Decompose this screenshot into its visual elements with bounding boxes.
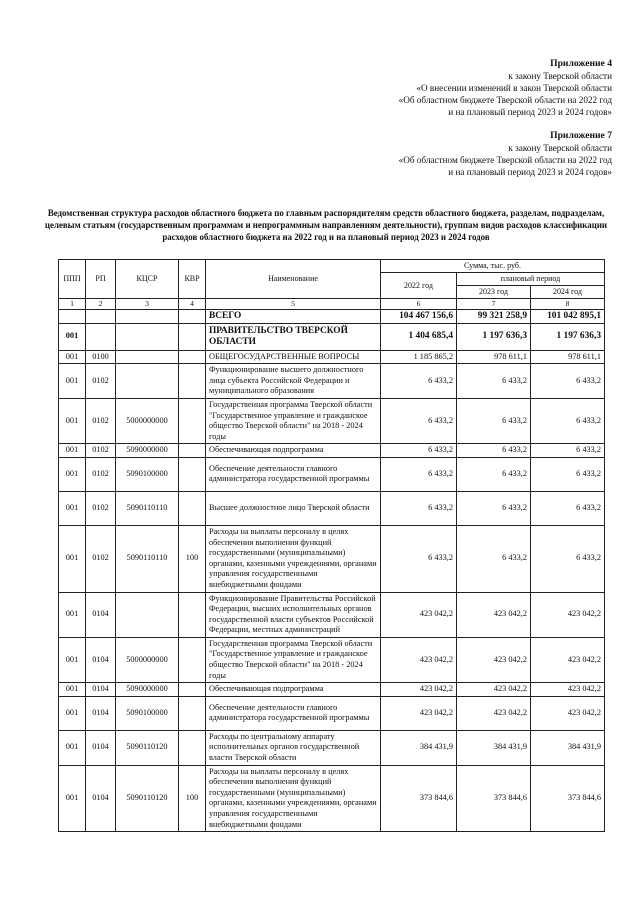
cell-ppp: 001 [59,398,86,443]
col-number: 2 [86,299,116,310]
table-row [59,696,605,730]
cell-2024: 101 042 895,1 [531,310,605,324]
table-row [59,592,605,637]
cell-2022: 6 433,2 [381,525,457,592]
cell-kcsr [116,310,179,324]
cell-name: Функционирование высшего должностного лица субъекта Российской Федерации и муниципального образования [206,364,381,399]
cell-kvr [179,323,206,350]
cell-2022: 6 433,2 [381,491,457,525]
col-number: 6 [381,299,457,310]
document-title: Ведомственная структура расходов областного бюджета по главным распорядителям средств областного бюджета, разделам, подразделам, целевым статьям (государственным программам и непрограммным направлениям деятельности), группам видов расходов классификации расходов областного бюджета на 2022 год и на плановый период 2023 и 2024 годов [44,208,608,242]
cell-ppp: 001 [59,637,86,682]
cell-kvr [179,350,206,364]
cell-kcsr: 5090000000 [116,444,179,458]
appendix-4-title: Приложение 4 [550,58,612,69]
table-row [59,364,605,399]
table-row [59,525,605,592]
cell-rp: 0104 [86,683,116,697]
cell-2024: 384 431,9 [531,730,605,765]
cell-2023: 423 042,2 [457,592,531,637]
cell-kcsr [116,323,179,350]
cell-2023: 384 431,9 [457,730,531,765]
cell-kcsr: 5090110120 [116,765,179,832]
col-number: 7 [457,299,531,310]
cell-kvr [179,637,206,682]
cell-name: Обеспечение деятельности главного администратора государственной программы [206,457,381,491]
cell-rp: 0104 [86,696,116,730]
cell-ppp [59,310,86,324]
cell-ppp: 001 [59,592,86,637]
expenditure-table [58,259,605,832]
cell-ppp: 001 [59,765,86,832]
appendix-7-line: «Об областном бюджете Тверской области на 2022 год [398,155,612,165]
cell-kcsr: 5000000000 [116,398,179,443]
col-number: 8 [531,299,605,310]
table-row [59,730,605,765]
cell-2023: 978 611,1 [457,350,531,364]
cell-kcsr: 5090110110 [116,491,179,525]
cell-ppp: 001 [59,350,86,364]
col-header-rp: РП [86,260,116,299]
cell-rp: 0104 [86,765,116,832]
cell-2023: 423 042,2 [457,637,531,682]
col-header-planned: плановый период [457,273,605,286]
col-header-kcsr: КЦСР [116,260,179,299]
cell-ppp: 001 [59,444,86,458]
cell-ppp: 001 [59,364,86,399]
cell-2024: 6 433,2 [531,491,605,525]
cell-ppp: 001 [59,525,86,592]
cell-ppp: 001 [59,683,86,697]
cell-2022: 423 042,2 [381,592,457,637]
cell-rp [86,310,116,324]
cell-ppp: 001 [59,696,86,730]
col-header-2022: 2022 год [381,273,457,299]
cell-ppp: 001 [59,457,86,491]
cell-kvr [179,491,206,525]
cell-kvr [179,398,206,443]
cell-name: Государственная программа Тверской области "Государственное управление и гражданское общество Тверской области" на 2018 - 2024 годы [206,398,381,443]
cell-kcsr: 5090000000 [116,683,179,697]
column-number-row [59,299,605,310]
appendix-4-line: «Об областном бюджете Тверской области на 2022 год [398,95,612,105]
cell-kcsr: 5090100000 [116,696,179,730]
cell-kvr [179,310,206,324]
cell-2023: 6 433,2 [457,364,531,399]
col-header-2024: 2024 год [531,286,605,299]
cell-kvr [179,444,206,458]
table-row [59,637,605,682]
cell-ppp: 001 [59,491,86,525]
cell-2024: 6 433,2 [531,457,605,491]
cell-2023: 6 433,2 [457,525,531,592]
col-number: 3 [116,299,179,310]
cell-2024: 1 197 636,3 [531,323,605,350]
cell-2023: 6 433,2 [457,398,531,443]
cell-2024: 423 042,2 [531,637,605,682]
cell-rp: 0104 [86,592,116,637]
cell-ppp: 001 [59,730,86,765]
cell-kvr: 100 [179,525,206,592]
cell-name: ОБЩЕГОСУДАРСТВЕННЫЕ ВОПРОСЫ [206,350,381,364]
cell-name: Обеспечение деятельности главного администратора государственной программы [206,696,381,730]
cell-name: Расходы на выплаты персоналу в целях обеспечения выполнения функций государственными (муниципальными) органами, казенными учреждениями, органами управления государственными внебюджетными фондами [206,525,381,592]
cell-name: Обеспечивающая подпрограмма [206,683,381,697]
cell-rp [86,323,116,350]
table-row [59,683,605,697]
appendix-7-line: к закону Тверской области [508,143,612,153]
col-header-2023: 2023 год [457,286,531,299]
col-header-sum: Сумма, тыс. руб. [381,260,605,273]
cell-kvr [179,364,206,399]
table-row [59,765,605,832]
appendix-7-header [399,130,612,178]
cell-2023: 423 042,2 [457,683,531,697]
cell-2024: 6 433,2 [531,525,605,592]
cell-kvr: 100 [179,765,206,832]
cell-2023: 423 042,2 [457,696,531,730]
cell-name: ПРАВИТЕЛЬСТВО ТВЕРСКОЙ ОБЛАСТИ [206,323,381,350]
table-row [59,457,605,491]
cell-2024: 423 042,2 [531,683,605,697]
cell-2023: 6 433,2 [457,457,531,491]
cell-2022: 384 431,9 [381,730,457,765]
cell-2023: 99 321 258,9 [457,310,531,324]
cell-2022: 6 433,2 [381,457,457,491]
cell-name: Функционирование Правительства Российской Федерации, высших исполнительных органов государственной власти субъектов Российской Федерации, местных администраций [206,592,381,637]
cell-2022: 423 042,2 [381,696,457,730]
table-row [59,323,605,350]
table-row-total [59,310,605,324]
cell-2024: 6 433,2 [531,398,605,443]
appendix-4-line: «О внесении изменений в закон Тверской области [416,83,612,93]
cell-2023: 373 844,6 [457,765,531,832]
col-number: 1 [59,299,86,310]
cell-name: Расходы на выплаты персоналу в целях обеспечения выполнения функций государственными (муниципальными) органами, казенными учреждениями, органами управления государственными внебюджетными фондами [206,765,381,832]
cell-2024: 373 844,6 [531,765,605,832]
cell-2022: 373 844,6 [381,765,457,832]
table-row [59,398,605,443]
cell-2022: 6 433,2 [381,398,457,443]
cell-2023: 1 197 636,3 [457,323,531,350]
cell-name: Обеспечивающая подпрограмма [206,444,381,458]
appendix-4-header [399,58,612,118]
table-row [59,350,605,364]
col-header-kvr: КВР [179,260,206,299]
cell-2022: 423 042,2 [381,637,457,682]
cell-kvr [179,683,206,697]
cell-kcsr [116,364,179,399]
cell-2024: 423 042,2 [531,696,605,730]
cell-rp: 0102 [86,398,116,443]
cell-2024: 6 433,2 [531,444,605,458]
cell-2022: 1 185 865,2 [381,350,457,364]
cell-kcsr [116,592,179,637]
cell-kcsr: 5090110120 [116,730,179,765]
appendix-4-line: и на плановый период 2023 и 2024 годов» [448,107,612,117]
cell-2023: 6 433,2 [457,444,531,458]
cell-kcsr: 5000000000 [116,637,179,682]
cell-rp: 0102 [86,444,116,458]
cell-ppp: 001 [59,323,86,350]
col-number: 4 [179,299,206,310]
table-row [59,444,605,458]
cell-rp: 0102 [86,457,116,491]
col-header-name: Наименование [206,260,381,299]
cell-2022: 6 433,2 [381,364,457,399]
cell-2023: 6 433,2 [457,491,531,525]
table-row [59,491,605,525]
cell-rp: 0100 [86,350,116,364]
cell-kcsr: 5090100000 [116,457,179,491]
cell-2022: 6 433,2 [381,444,457,458]
cell-rp: 0102 [86,364,116,399]
appendix-7-title: Приложение 7 [550,130,612,141]
cell-rp: 0102 [86,525,116,592]
cell-rp: 0104 [86,637,116,682]
cell-name: ВСЕГО [206,310,381,324]
cell-2022: 423 042,2 [381,683,457,697]
cell-kvr [179,696,206,730]
appendix-7-line: и на плановый период 2023 и 2024 годов» [448,167,612,177]
cell-2022: 1 404 685,4 [381,323,457,350]
cell-kcsr: 5090110110 [116,525,179,592]
cell-2024: 978 611,1 [531,350,605,364]
cell-2024: 423 042,2 [531,592,605,637]
cell-kvr [179,457,206,491]
col-header-ppp: ППП [59,260,86,299]
cell-name: Государственная программа Тверской области "Государственное управление и гражданское общество Тверской области" на 2018 - 2024 годы [206,637,381,682]
cell-kvr [179,592,206,637]
cell-2022: 104 467 156,6 [381,310,457,324]
cell-name: Расходы по центральному аппарату исполнительных органов государственной власти Тверской области [206,730,381,765]
col-number: 5 [206,299,381,310]
cell-kcsr [116,350,179,364]
cell-rp: 0104 [86,730,116,765]
cell-name: Высшее должностное лицо Тверской области [206,491,381,525]
cell-2024: 6 433,2 [531,364,605,399]
cell-kvr [179,730,206,765]
cell-rp: 0102 [86,491,116,525]
appendix-4-line: к закону Тверской области [508,71,612,81]
